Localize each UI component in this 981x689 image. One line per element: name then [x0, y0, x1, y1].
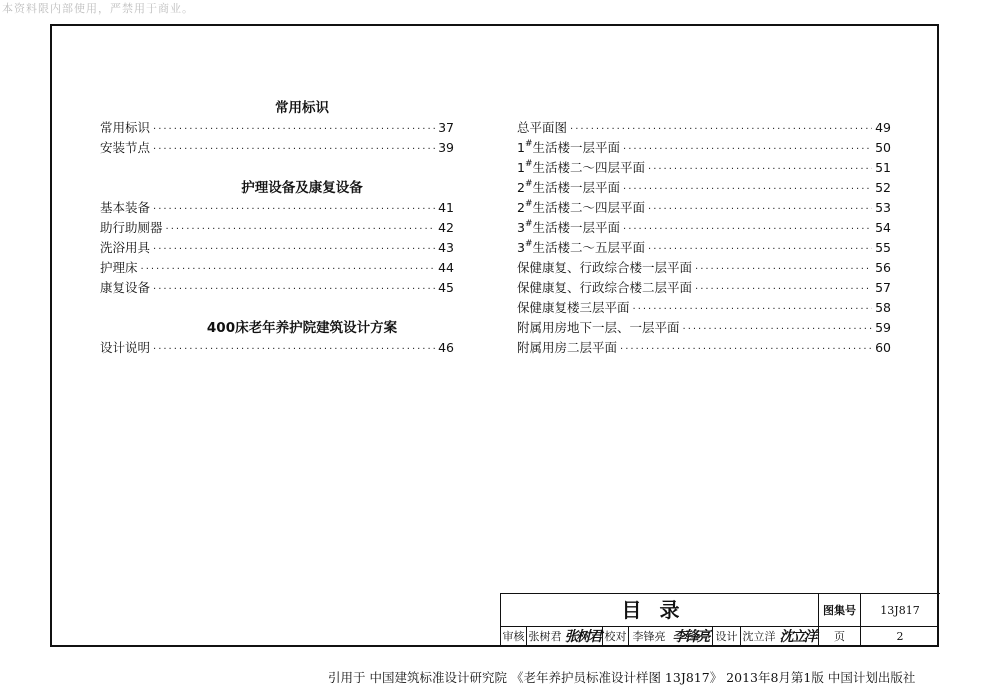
title-block-title: 目录 — [501, 594, 819, 627]
toc-entry-name — [517, 118, 567, 138]
building-number: 2 — [517, 180, 525, 195]
number-sign: # — [524, 138, 533, 149]
toc-entry — [100, 238, 454, 258]
toc-entry-page: 50 — [875, 140, 891, 155]
toc-entry — [100, 218, 454, 238]
toc-entry-page: 56 — [875, 260, 891, 275]
toc-entry-page: 58 — [875, 300, 891, 315]
toc-entry-text: 生活楼一层平面 — [532, 180, 621, 195]
toc-entry-name — [517, 258, 692, 278]
toc-entry-page: 55 — [875, 240, 891, 255]
signature-row — [501, 627, 939, 647]
toc-entry-name — [517, 238, 645, 258]
toc-entry-name: 洗浴用具 — [100, 240, 151, 255]
reviewer-name: 张树君 — [528, 630, 562, 643]
toc-entry — [517, 158, 891, 178]
toc-entry — [517, 298, 891, 318]
leader-dots — [153, 140, 435, 160]
toc-entry-page: 42 — [438, 220, 454, 235]
leader-dots — [648, 160, 872, 180]
toc-entry — [100, 338, 454, 358]
toc-entry-name — [517, 278, 692, 298]
toc-entry — [517, 338, 891, 358]
toc-entry-name — [517, 198, 645, 218]
toc-entry-name — [517, 318, 680, 338]
section-title: 护理设备及康复设备 — [241, 180, 363, 196]
number-sign: # — [524, 158, 533, 169]
toc-entry-text: 总平面图 — [517, 120, 568, 135]
leader-dots — [633, 300, 872, 320]
leader-dots — [166, 220, 435, 240]
building-number: 1 — [517, 140, 525, 155]
toc-entry — [517, 138, 891, 158]
toc-entry-page: 45 — [438, 280, 454, 295]
toc-entry — [517, 218, 891, 238]
toc-entry-text: 保健康复、行政综合楼二层平面 — [517, 280, 693, 295]
page-label: 页 — [819, 627, 861, 647]
toc-entry-text: 附属用房二层平面 — [517, 340, 618, 355]
toc-entry-page: 57 — [875, 280, 891, 295]
toc-entry-page: 49 — [875, 120, 891, 135]
leader-dots — [683, 320, 872, 340]
toc-entry — [517, 278, 891, 298]
toc-entry-page: 41 — [438, 200, 454, 215]
toc-entry-name — [517, 298, 630, 318]
toc-entry-page: 53 — [875, 200, 891, 215]
designer-signature: 沈立洋 — [777, 627, 819, 647]
toc-entry-page: 54 — [875, 220, 891, 235]
toc-entry — [100, 278, 454, 298]
number-sign: # — [524, 198, 533, 209]
toc-entry — [517, 318, 891, 338]
toc-entry-text: 生活楼二～四层平面 — [532, 160, 646, 175]
building-number: 3 — [517, 220, 525, 235]
leader-dots — [153, 340, 435, 360]
toc-entry-page: 59 — [875, 320, 891, 335]
toc-entry-name: 设计说明 — [100, 340, 151, 355]
toc-entry-page: 52 — [875, 180, 891, 195]
number-sign: # — [524, 178, 533, 189]
designer-name: 沈立洋 — [742, 630, 776, 643]
toc-entry-page: 46 — [438, 340, 454, 355]
toc-entry — [517, 238, 891, 258]
toc-entry-page: 39 — [438, 140, 454, 155]
toc-entry — [517, 118, 891, 138]
toc-entry-name — [517, 178, 620, 198]
toc-left-column — [100, 98, 454, 358]
toc-entry-page: 44 — [438, 260, 454, 275]
title-block — [500, 593, 940, 647]
leader-dots — [623, 180, 872, 200]
checker-signature: 李锋亮 — [669, 627, 713, 647]
toc-entry-name: 基本装备 — [100, 200, 151, 215]
section-gap — [100, 158, 454, 178]
review-label: 审核 — [501, 627, 527, 647]
atlas-number-label: 图集号 — [819, 594, 861, 627]
toc-entry-name: 康复设备 — [100, 280, 151, 295]
citation-footer: 引用于 中国建筑标准设计研究院 《老年养护员标准设计样图 13J817》 2013年8月第1版 中国计划出版社 — [328, 670, 916, 685]
watermark-text: 本资料限内部使用，严禁用于商业。 — [2, 2, 194, 15]
toc-entry-name: 安装节点 — [100, 140, 151, 155]
section-title: 常用标识 — [275, 100, 329, 116]
page-number: 2 — [896, 630, 904, 643]
toc-entry — [100, 258, 454, 278]
reviewer-signature: 张树君 — [563, 627, 603, 647]
toc-entry-text: 保健康复楼三层平面 — [517, 300, 630, 315]
leader-dots — [695, 280, 872, 300]
section-gap — [100, 298, 454, 318]
toc-entry-name — [517, 158, 645, 178]
leader-dots — [153, 120, 435, 140]
building-number: 1 — [517, 160, 525, 175]
number-sign: # — [524, 218, 533, 229]
leader-dots — [623, 220, 872, 240]
leader-dots — [153, 200, 435, 220]
toc-entry-name — [517, 338, 617, 358]
building-number: 2 — [517, 200, 525, 215]
toc-entry — [100, 118, 454, 138]
leader-dots — [648, 240, 872, 260]
leader-dots — [648, 200, 872, 220]
design-label: 设计 — [713, 627, 741, 647]
toc-entry — [517, 258, 891, 278]
leader-dots — [695, 260, 872, 280]
toc-entry — [100, 138, 454, 158]
toc-entry-text: 保健康复、行政综合楼一层平面 — [517, 260, 693, 275]
toc-entry-text: 生活楼一层平面 — [532, 140, 621, 155]
toc-entry-name — [517, 218, 620, 238]
toc-entry-text: 生活楼一层平面 — [532, 220, 621, 235]
leader-dots — [623, 140, 872, 160]
toc-entry-text: 附属用房地下一层、一层平面 — [517, 320, 680, 335]
toc-entry — [517, 178, 891, 198]
leader-dots — [153, 240, 435, 260]
toc-entry-name: 护理床 — [100, 260, 138, 275]
toc-entry-name: 助行助厕器 — [100, 220, 163, 235]
number-sign: # — [524, 238, 533, 249]
toc-entry — [517, 198, 891, 218]
building-number: 3 — [517, 240, 525, 255]
toc-entry-page: 51 — [875, 160, 891, 175]
leader-dots — [620, 340, 872, 360]
toc-right-column — [517, 118, 891, 358]
toc-entry — [100, 198, 454, 218]
toc-entry-text: 生活楼二～五层平面 — [532, 240, 646, 255]
toc-entry-page: 37 — [438, 120, 454, 135]
section-title: 400床老年养护院建筑设计方案 — [206, 320, 398, 336]
leader-dots — [153, 280, 435, 300]
toc-entry-text: 生活楼二～四层平面 — [532, 200, 646, 215]
leader-dots — [570, 120, 872, 140]
checker-name: 李锋亮 — [632, 630, 666, 643]
atlas-number-value: 13J817 — [861, 594, 939, 627]
check-label: 校对 — [603, 627, 629, 647]
drawing-frame — [50, 24, 939, 647]
leader-dots — [141, 260, 435, 280]
toc-entry-page: 60 — [875, 340, 891, 355]
toc-entry-page: 43 — [438, 240, 454, 255]
toc-entry-name: 常用标识 — [100, 120, 151, 135]
toc-entry-name — [517, 138, 620, 158]
